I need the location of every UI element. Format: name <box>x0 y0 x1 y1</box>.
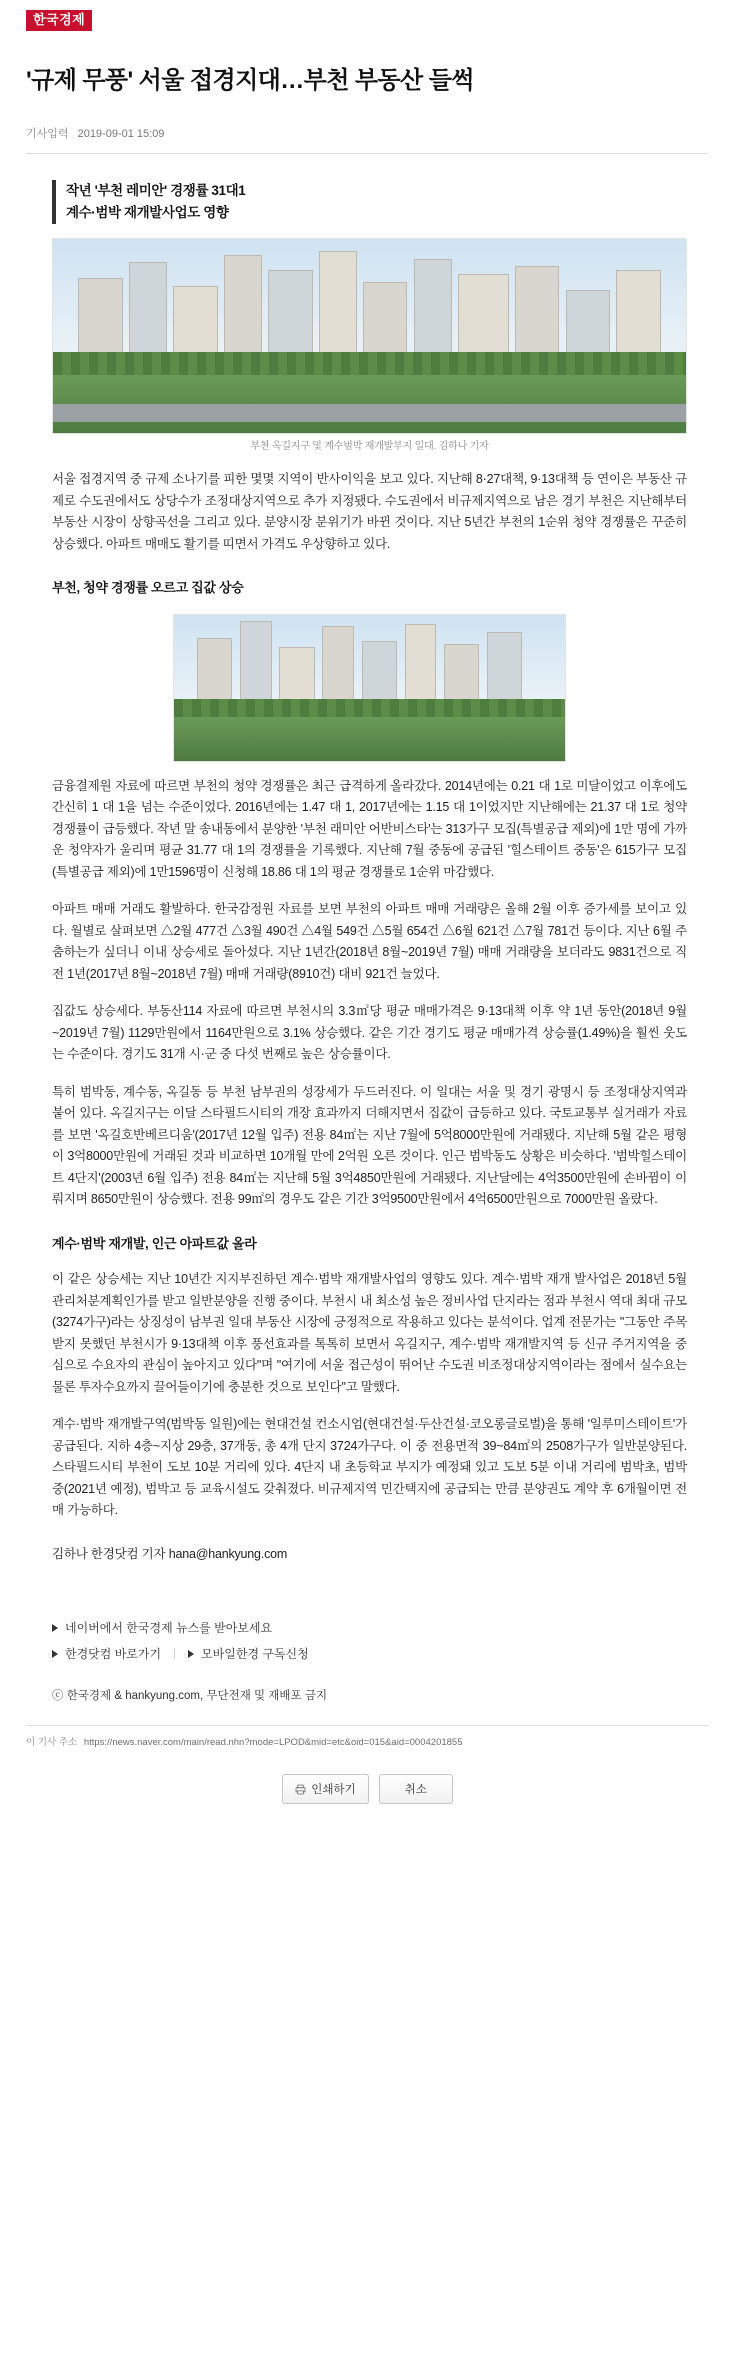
triangle-bullet-icon <box>52 1650 58 1658</box>
copyright-notice: ⓒ 한국경제 & hankyung.com, 무단전재 및 재배포 금지 <box>52 1690 328 1703</box>
photo-building <box>322 626 353 711</box>
cancel-button-label: 취소 <box>404 1784 427 1797</box>
paragraph: 금융결제원 자료에 따르면 부천의 청약 경쟁률은 최근 급격하게 올라갔다. 2014년에는 0.21 대 1로 미달이었고 이후에도 간신히 1 대 1을 넘는 수준이었다. 2016년에는 1.47 대 1, 2017년에는 1.15 대 1이었지만 지난해에는 21.37 대 1로 청약 경쟁률이 급등했다. 작년 말 송내동에서 분양한 '부천 래미안 어반비스타'는 313가구 모집(특별공급 제외)에 1만 명에 가까운 청약자가 울리며 평균 31.77 대 1의 경쟁률을 기록했다. 지난해 7월 중동에 공급된 '힐스테이트 중동'은 615가구 모집(특별공급 제외)에 1만1596명이 신청해 18.86 대 1의 평균 경쟁률로 1순위 마감했다. <box>52 778 687 879</box>
photo-treeline <box>53 352 686 375</box>
cancel-button[interactable] <box>379 1774 453 1804</box>
triangle-bullet-icon <box>52 1624 58 1632</box>
paragraph: 아파트 매매 거래도 활발하다. 한국감정원 자료를 보면 부천의 아파트 매매 거래량은 올해 2월 이후 증가세를 보이고 있다. 월별로 살펴보면 △2월 477건 △3월 490건 △4월 549건 △5월 654건 △6월 621건 △7월 781건 등이다. 지난 6월 주춤하는가 싶더니 이내 상승세로 돌아섰다. 지난 1년간(2018년 8월~2019년 7월) 매매 거래량을 보더라도 9831건으로 직전 1년(2017년 8월~2018년 7월) 매매 거래량(8910건) 대비 921건 늘었다. <box>52 902 687 981</box>
reporter-signature: 김하나 한경닷컴 기자 hana@hankyung.com <box>52 1546 288 1561</box>
photo-building <box>319 251 357 367</box>
paragraph: 특히 범박동, 계수동, 옥길동 등 부천 남부권의 성장세가 두드러진다. 이 일대는 서울 및 경기 광명시 등 조정대상지역과 붙어 있다. 옥길지구는 이달 스타필드시티의 개장 효과까지 더해지면서 집값이 급등하고 있다. 국토교통부 실거래가 자료를 보면 '옥길호반베르디움'(2017년 12월 입주) 전용 84㎡는 지난 7월에 5억8000만원에 거래됐다. 지난해 5월 같은 평형이 3억8000만원에 거래된 것과 비교하면 10개월 만에 2억원 오른 것이다. 인근 범박동도 상황은 비슷하다. '범박힐스테이트 4단지'(2003년 6월 입주) 전용 84㎡는 지난해 5월 3억4850만원에 거래됐다. 지난달에는 4억3500만원에 손바뀜이 이뤄지며 8650만원이 상승했다. 전용 99㎡의 경우도 같은 기간 3억9500만원에서 4억6500만원으로 7000만원 올랐다. <box>52 1084 687 1207</box>
photo-building <box>240 621 271 712</box>
article-url-bar <box>26 1725 709 1748</box>
printer-icon <box>295 1784 306 1795</box>
byline-date: 2019-09-01 15:09 <box>77 127 165 140</box>
promo-secondary-row <box>52 1645 687 1662</box>
print-button[interactable] <box>282 1774 368 1804</box>
subhead-line-2: 계수·범박 재개발사업도 영향 <box>66 204 229 220</box>
promo-links <box>0 1619 735 1662</box>
subhead-line-1: 작년 '부천 레미안' 경쟁률 31대1 <box>66 182 246 198</box>
triangle-bullet-icon <box>188 1650 194 1658</box>
promo-hankyung-link[interactable]: 한경닷컴 바로가기 <box>65 1647 162 1662</box>
section-heading-2: 계수·범박 재개발, 인근 아파트값 올라 <box>52 1235 257 1251</box>
promo-divider <box>174 1648 175 1659</box>
photo-treeline <box>174 699 566 717</box>
paragraph: 이 같은 상승세는 지난 10년간 지지부진하던 계수·범박 재개발사업의 영향도 있다. 계수·범박 재개 발사업은 2018년 5월 관리처분계획인가를 받고 일반분양을 진행 중이다. 부천시 내 최소성 높은 정비사업 단지라는 점과 부천시 역대 최대 규모(3274가구)라는 상징성이 남부권 일대 부동산 시장에 긍정적으로 작용하고 있다는 분석이다. 업계 전문가는 "그동안 주목받지 못했던 부천시가 9·13대책 이후 풍선효과를 톡톡히 보면서 옥길지구, 계수·범박 재개발지역 등 신규 주거지역을 중심으로 수요자의 관심이 높아지고 있다"며 "여기에 서울 접근성이 뛰어난 수도권 비조정대상지역이라는 점에서 실수요는 물론 투자수요까지 끌어들이기에 충분한 것으로 보인다"고 말했다. <box>52 1272 687 1394</box>
photo-building <box>224 255 262 368</box>
masthead <box>0 0 735 37</box>
section-heading-1: 부천, 청약 경쟁률 오르고 집값 상승 <box>52 580 244 596</box>
promo-naver-subscribe[interactable] <box>52 1619 687 1636</box>
photo-greenbelt <box>174 711 566 761</box>
promo-naver-label: 네이버에서 한국경제 뉴스를 받아보세요 <box>65 1621 273 1636</box>
photo-greenbelt <box>53 367 686 433</box>
site-logo[interactable]: 한국경제 <box>26 10 92 31</box>
subhead-block <box>52 180 687 225</box>
header-divider <box>26 153 709 154</box>
print-button-label: 인쇄하기 <box>311 1784 356 1797</box>
article-url-label: 이 기사 주소 <box>26 1737 78 1749</box>
photo-road <box>53 404 686 421</box>
article-body <box>0 180 735 1565</box>
paragraph: 계수·범박 재개발구역(범박동 일원)에는 현대건설 컨소시엄(현대건설·두산건설·코오롱글로벌)을 통해 '일루미스테이트'가 공급된다. 지하 4층~지상 29층, 37개동, 총 4개 단지 3724가구다. 이 중 전용면적 39~84㎡의 2508가구가 일반분양된다. 스타필드시티 부천이 도보 10분 거리에 있다. 4단지 내 초등학교 부지가 예정돼 있고 도보 5분 이내 거리에 범박초, 범박중(2021년 예정), 범박고 등 교육시설도 갖춰졌다. 비규제지역 민간택지에 공급되는 만큼 분양권도 계약 후 6개월이면 전매 가능하다. <box>52 1417 687 1518</box>
byline-label: 기사입력 <box>26 127 69 140</box>
photo-caption-1: 부천 옥길지구 및 계수범박 재개발부지 일대. 김하나 기자 <box>250 441 489 453</box>
byline <box>0 113 735 153</box>
dialog-button-bar <box>0 1774 735 1826</box>
page-title: '규제 무풍' 서울 접경지대…부천 부동산 들썩 <box>26 67 474 95</box>
article-url-value[interactable]: https://news.naver.com/main/read.nhn?mode=LPOD&mid=etc&oid=015&aid=0004201855 <box>83 1737 463 1749</box>
paragraph: 서울 접경지역 중 규제 소나기를 피한 몇몇 지역이 반사이익을 보고 있다. 지난해 8·27대책, 9·13대책 등 연이은 부동산 규제로 수도권에서도 상당수가 조정대상지역으로 추가 지정됐다. 수도권에서 비규제지역으로 남은 경기 부천은 지난해부터 부동산 시장이 상향곡선을 그리고 있다. 분양시장 분위기가 바뀐 것이다. 지난 5년간 부천의 1순위 청약 경쟁률은 꾸준히 상승했다. 아파트 매매도 활기를 띠면서 가격도 우상향하고 있다. <box>52 472 687 551</box>
photo-building <box>405 624 436 712</box>
promo-mobile-subscribe-link[interactable]: 모바일한경 구독신청 <box>201 1647 309 1662</box>
paragraph: 집값도 상승세다. 부동산114 자료에 따르면 부천시의 3.3㎡당 평균 매매가격은 9·13대책 이후 약 1년 동안(2018년 9월~2019년 7월) 1129만원에서 1164만원으로 3.1% 상승했다. 같은 기간 경기도 평균 매매가격 상승률(1.49%)을 훨씬 웃도는 수준이다. 경기도 31개 시·군 중 다섯 번째로 높은 상승률이다. <box>52 1004 687 1062</box>
article-photo-1 <box>52 238 687 434</box>
article-photo-2 <box>173 614 567 762</box>
